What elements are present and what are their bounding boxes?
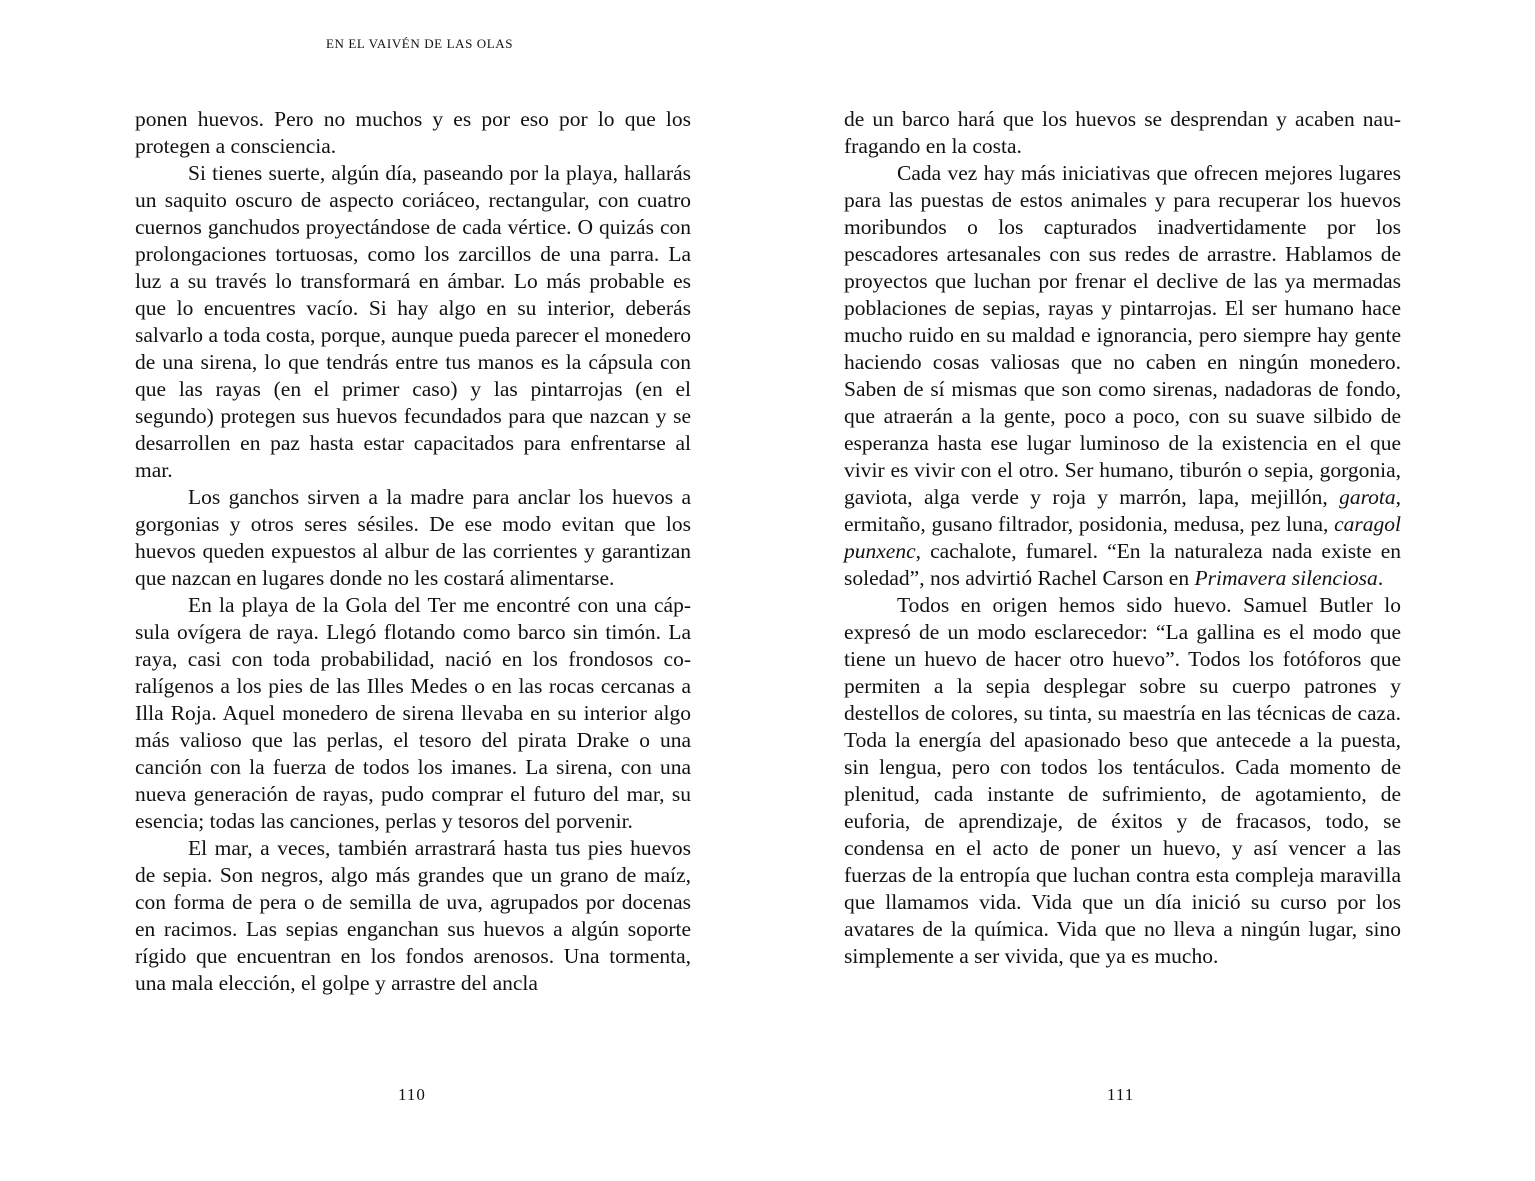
paragraph: En la playa de la Gola del Ter me encontré con una cápsula ovígera de raya. Llegó flotando como barco sin timón. La raya, casi con toda probabilidad, nació en los frondosos coralígenos a los pies de las Illes Medes o en las rocas cercanas a Illa Roja. Aquel monedero de sirena llevaba en su interior algo más valioso que las perlas, el tesoro del pirata Drake o una canción con la fuerza de todos los imanes. La sirena, con una nueva generación de rayas, pudo comprar el futuro del mar, su esencia; todas las canciones, perlas y tesoros del porvenir. [135,593,691,833]
page-number: 110 [398,1085,426,1104]
paragraph-text: , cachalote, fumarel. “En la naturaleza nada existe en soledad”, nos advirtió Rachel Carson en [844,539,1401,590]
paragraph: Los ganchos sirven a la madre para anclar los huevos a gorgonias y otros seres sésiles. De ese modo evitan que los huevos queden expuestos al albur de las corrientes y garantizan que nazcan en lugares donde no les costará alimentarse. [135,485,691,590]
right-page [767,0,1535,1181]
page-number: 111 [1107,1085,1135,1104]
right-page-body [844,106,1401,970]
left-page [0,0,767,1181]
book-title: Primavera silenciosa [1194,566,1378,590]
paragraph: de un barco hará que los huevos se desprendan y acaben naufragando en la costa. [844,107,1401,158]
left-page-body [135,106,691,997]
running-header: EN EL VAIVÉN DE LAS OLAS [326,36,514,51]
paragraph: El mar, a veces, también arrastrará hasta tus pies huevos de sepia. Son negros, algo más grandes que un grano de maíz, con forma de pera o de semilla de uva, agrupados por docenas en racimos. Las sepias enganchan sus huevos a algún soporte rígido que encuentran en los fondos arenosos. Una tormenta, una mala elección, el golpe y arrastre del ancla [135,836,691,995]
italic-term: caragol punxenc [844,512,1401,563]
paragraph: Si tienes suerte, algún día, paseando por la playa, hallarás un saquito oscuro de aspecto coriáceo, rectangular, con cuatro cuernos ganchudos proyectándose de cada vértice. O quizás con prolongaciones tortuosas, como los zarcillos de una parra. La luz a su través lo transformará en ámbar. Lo más probable es que lo encuentres vacío. Si hay algo en su interior, deberás salvarlo a toda costa, porque, aunque pueda parecer el monedero de una sirena, lo que tendrás entre tus manos es la cápsula con que las rayas (en el primer caso) y las pintarrojas (en el segundo) protegen sus huevos fecundados para que nazcan y se desarrollen en paz hasta estar capacitados para enfrentarse al mar. [135,161,691,482]
paragraph: ponen huevos. Pero no muchos y es por eso por lo que los protegen a consciencia. [135,107,691,158]
paragraph: Todos en origen hemos sido huevo. Samuel Butler lo expresó de un modo esclarecedor: “La gallina es el modo que tiene un huevo de hacer otro huevo”. Todos los fotóforos que permiten a la sepia desplegar sobre su cuerpo patrones y destellos de colores, su tinta, su maestría en las técnicas de caza. Toda la energía del apasionado beso que antecede a la puesta, sin lengua, pero con todos los tentáculos. Cada momento de plenitud, cada instante de sufrimiento, de agotamiento, de euforia, de aprendizaje, de éxitos y de fracasos, todo, se condensa en el acto de poner un huevo, y así vencer a las fuerzas de la entropía que luchan contra esta compleja maravilla que llamamos vida. Vida que un día inició su curso por los avatares de la química. Vida que no lleva a ningún lugar, sino simplemente a ser vivida, que ya es mucho. [844,593,1401,968]
italic-term: garota [1339,485,1396,509]
paragraph-text: Cada vez hay más iniciativas que ofrecen mejores lugares para las puestas de estos animales y para recuperar los huevos moribundos o los capturados inadvertidamente por los pescadores artesanales con sus redes de arrastre. Hablamos de proyectos que luchan por frenar el declive de las ya mermadas poblaciones de sepias, rayas y pintarrojas. El ser humano hace mucho ruido en su maldad e ignorancia, pero siempre hay gente haciendo cosas valiosas que no caben en ningún monedero. Saben de sí mismas que son como sirenas, nadadoras de fondo, que atraerán a la gente, poco a poco, con su suave silbido de esperanza hasta ese lugar luminoso de la existencia en el que vivir es vivir con el otro. Ser humano, tiburón o sepia, gorgonia, gaviota, alga verde y roja y marrón, lapa, mejillón, [844,161,1401,509]
paragraph-text: . [1377,566,1384,590]
paragraph [844,160,1401,592]
paragraph-text: , ermitaño, gusano filtrador, posidonia, medusa, pez luna, [844,485,1401,536]
